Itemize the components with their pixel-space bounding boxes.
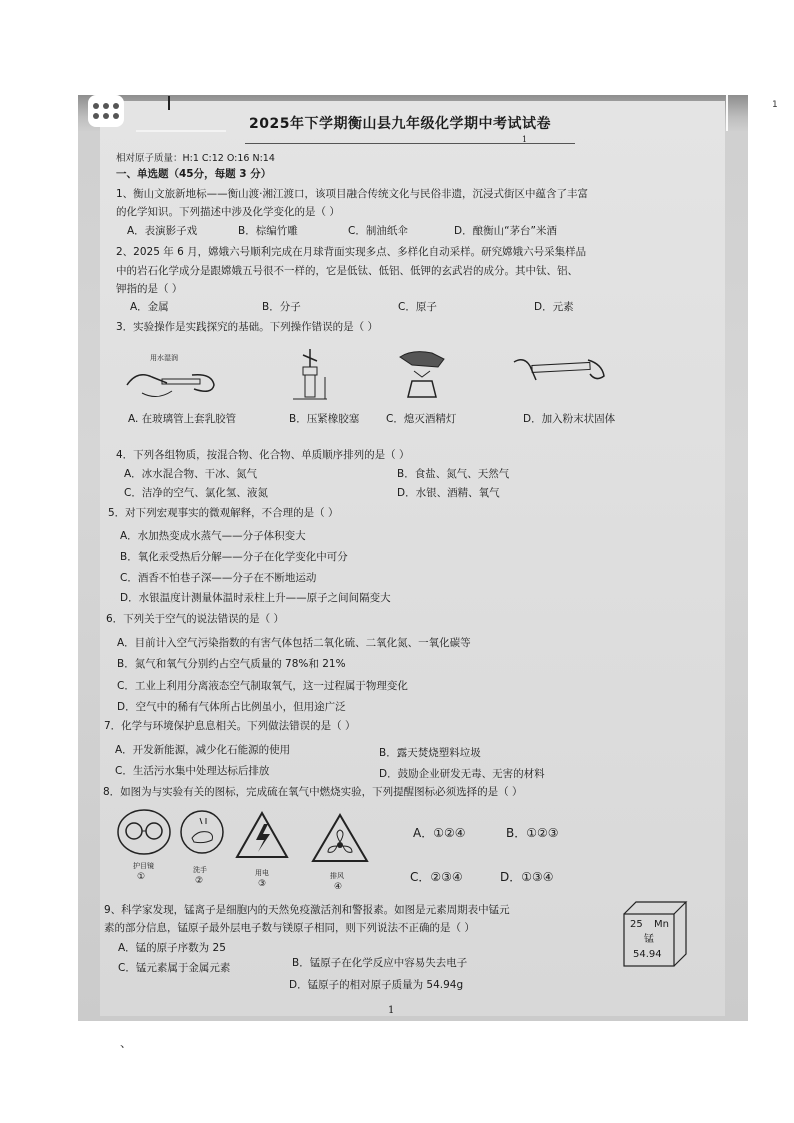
- q5-stem: 5．对下列宏观事实的微观解释，不合理的是（ ）: [108, 507, 339, 519]
- q3-figure-b: [285, 347, 335, 407]
- section-heading: 一、单选题（45分，每题 3 分）: [116, 168, 272, 180]
- title-mark: 1: [522, 135, 528, 144]
- q6-option-a: A．目前计入空气污染指数的有害气体包括二氧化硫、二氧化氮、一氧化碳等: [117, 637, 471, 649]
- element-mass: 54.94: [633, 949, 662, 960]
- q1-option-c: C．制油纸伞: [348, 225, 408, 237]
- q9-stem-line2: 素的部分信息，锰原子最外层电子数与镁原子相同，则下列说法不正确的是（ ）: [104, 922, 475, 934]
- icon3-number: ③: [258, 879, 267, 889]
- q5-option-c: C．酒香不怕巷子深——分子在不断地运动: [120, 572, 317, 584]
- q6-option-b: B．氮气和氧气分别约占空气质量的 78%和 21%: [117, 658, 346, 670]
- q3-figure-a-label: 用水湿润: [150, 354, 178, 362]
- element-name: 锰: [644, 934, 654, 945]
- q6-option-c: C．工业上利用分离液态空气制取氧气，这一过程属于物理变化: [117, 680, 408, 692]
- q3-option-b: B．压紧橡胶塞: [289, 413, 360, 425]
- q4-option-a: A．冰水混合物、干冰、氮气: [124, 468, 258, 480]
- q9-option-a: A．锰的原子序数为 25: [118, 942, 226, 954]
- ventilation-fan-icon: [310, 812, 370, 864]
- q5-option-b: B．氧化汞受热后分解——分子在化学变化中可分: [120, 551, 348, 563]
- element-number: 25: [630, 919, 643, 930]
- q2-option-c: C．原子: [398, 301, 437, 313]
- q9-option-d: D．锰原子的相对原子质量为 54.94g: [289, 979, 464, 991]
- icon4-label: 排风: [330, 872, 344, 880]
- periodic-table-cell: [620, 900, 678, 966]
- page-number: 1: [388, 1005, 395, 1016]
- icon2-label: 洗手: [193, 866, 207, 874]
- q2-stem-line3: 钾指的是（ ）: [116, 283, 183, 295]
- q8-option-c: C．②③④: [410, 870, 463, 884]
- icon3-label: 用电: [255, 869, 269, 877]
- q5-option-d: D．水银温度计测量体温时汞柱上升——原子之间间隔变大: [120, 592, 391, 604]
- q8-option-b: B．①②③: [506, 826, 559, 840]
- q6-option-d: D．空气中的稀有气体所占比例虽小，但用途广泛: [117, 701, 346, 713]
- q9-stem-line1: 9、科学家发现，锰离子是细胞内的天然免疫激活剂和警报素。如图是元素周期表中锰元: [104, 904, 510, 916]
- icon1-label: 护目镜: [133, 862, 154, 870]
- q4-option-b: B．食盐、氮气、天然气: [397, 468, 510, 480]
- q3-stem: 3．实验操作是实践探究的基础。下列操作错误的是（ ）: [116, 321, 379, 333]
- app-grid-icon[interactable]: [88, 95, 124, 127]
- q4-stem: 4．下列各组物质，按混合物、化合物、单质顺序排列的是（ ）: [116, 449, 410, 461]
- element-symbol: Mn: [654, 919, 669, 930]
- q1-stem-line2: 的化学知识。下列描述中涉及化学变化的是（ ）: [116, 206, 340, 218]
- q8-option-a: A．①②④: [413, 826, 466, 840]
- q4-option-d: D．水银、酒精、氧气: [397, 487, 500, 499]
- stray-mark: 、: [120, 1036, 133, 1050]
- q1-option-a: A．表演影子戏: [127, 225, 198, 237]
- edge-mark: [168, 96, 170, 110]
- q8-stem: 8．如图为与实验有关的图标，完成硫在氧气中燃烧实验，下列提醒图标必须选择的是（ ）: [103, 786, 523, 798]
- q7-option-c: C．生活污水集中处理达标后排放: [115, 765, 270, 777]
- q2-option-b: B．分子: [262, 301, 301, 313]
- q7-option-a: A．开发新能源，减少化石能源的使用: [115, 744, 291, 756]
- icon2-number: ②: [195, 876, 204, 886]
- photo-edge: [726, 95, 728, 131]
- electricity-warning-icon: [234, 810, 290, 860]
- q4-option-c: C．洁净的空气、氯化氢、液氮: [124, 487, 268, 499]
- q1-stem-line1: 1、衡山文旅新地标——衡山渡·湘江渡口，该项目融合传统文化与民俗非遗，沉浸式街区中蕴含了丰富: [116, 188, 589, 200]
- q2-option-a: A．金属: [130, 301, 169, 313]
- q5-option-a: A．水加热变成水蒸气——分子体积变大: [120, 530, 306, 542]
- q9-option-b: B．锰原子在化学反应中容易失去电子: [292, 957, 468, 969]
- exam-title: 2025年下学期衡山县九年级化学期中考试试卷: [249, 116, 551, 132]
- q8-option-d: D．①③④: [500, 870, 554, 884]
- q1-option-b: B．棕编竹雕: [238, 225, 298, 237]
- q2-option-d: D．元素: [534, 301, 574, 313]
- q3-figure-d: [510, 352, 610, 397]
- icon1-number: ①: [137, 872, 146, 882]
- q1-option-d: D．酿衡山“茅台”米酒: [454, 225, 557, 237]
- q2-stem-line2: 中的岩石化学成分是跟嫦娥五号很不一样的，它是低钛、低铝、低钾的玄武岩的成分。其中钛、铝、: [116, 265, 578, 277]
- corner-page-mark: 1: [772, 100, 778, 110]
- hand-wash-icon: [178, 808, 226, 856]
- q9-option-c: C．锰元素属于金属元素: [118, 962, 231, 974]
- q3-figure-c: [392, 347, 452, 407]
- q3-option-a: A. 在玻璃管上套乳胶管: [128, 413, 237, 425]
- glare-strip: [136, 130, 226, 132]
- q3-option-c: C．熄灭酒精灯: [386, 413, 457, 425]
- q2-stem-line1: 2、2025 年 6 月，嫦娥六号顺利完成在月球背面实现多点、多样化自动采样。研究嫦娥六号采集样品: [116, 246, 587, 258]
- q7-stem: 7．化学与环境保护息息相关。下列做法错误的是（ ）: [104, 720, 356, 732]
- q3-option-d: D．加入粉末状固体: [523, 413, 616, 425]
- q6-stem: 6．下列关于空气的说法错误的是（ ）: [106, 613, 285, 625]
- goggles-icon: [115, 807, 173, 857]
- atomic-masses: 相对原子质量：H:1 C:12 O:16 N:14: [116, 153, 275, 164]
- q3-figure-a: [122, 355, 222, 405]
- icon4-number: ④: [334, 882, 343, 892]
- q7-option-d: D．鼓励企业研发无毒、无害的材料: [379, 768, 545, 780]
- q7-option-b: B．露天焚烧塑料垃圾: [379, 747, 481, 759]
